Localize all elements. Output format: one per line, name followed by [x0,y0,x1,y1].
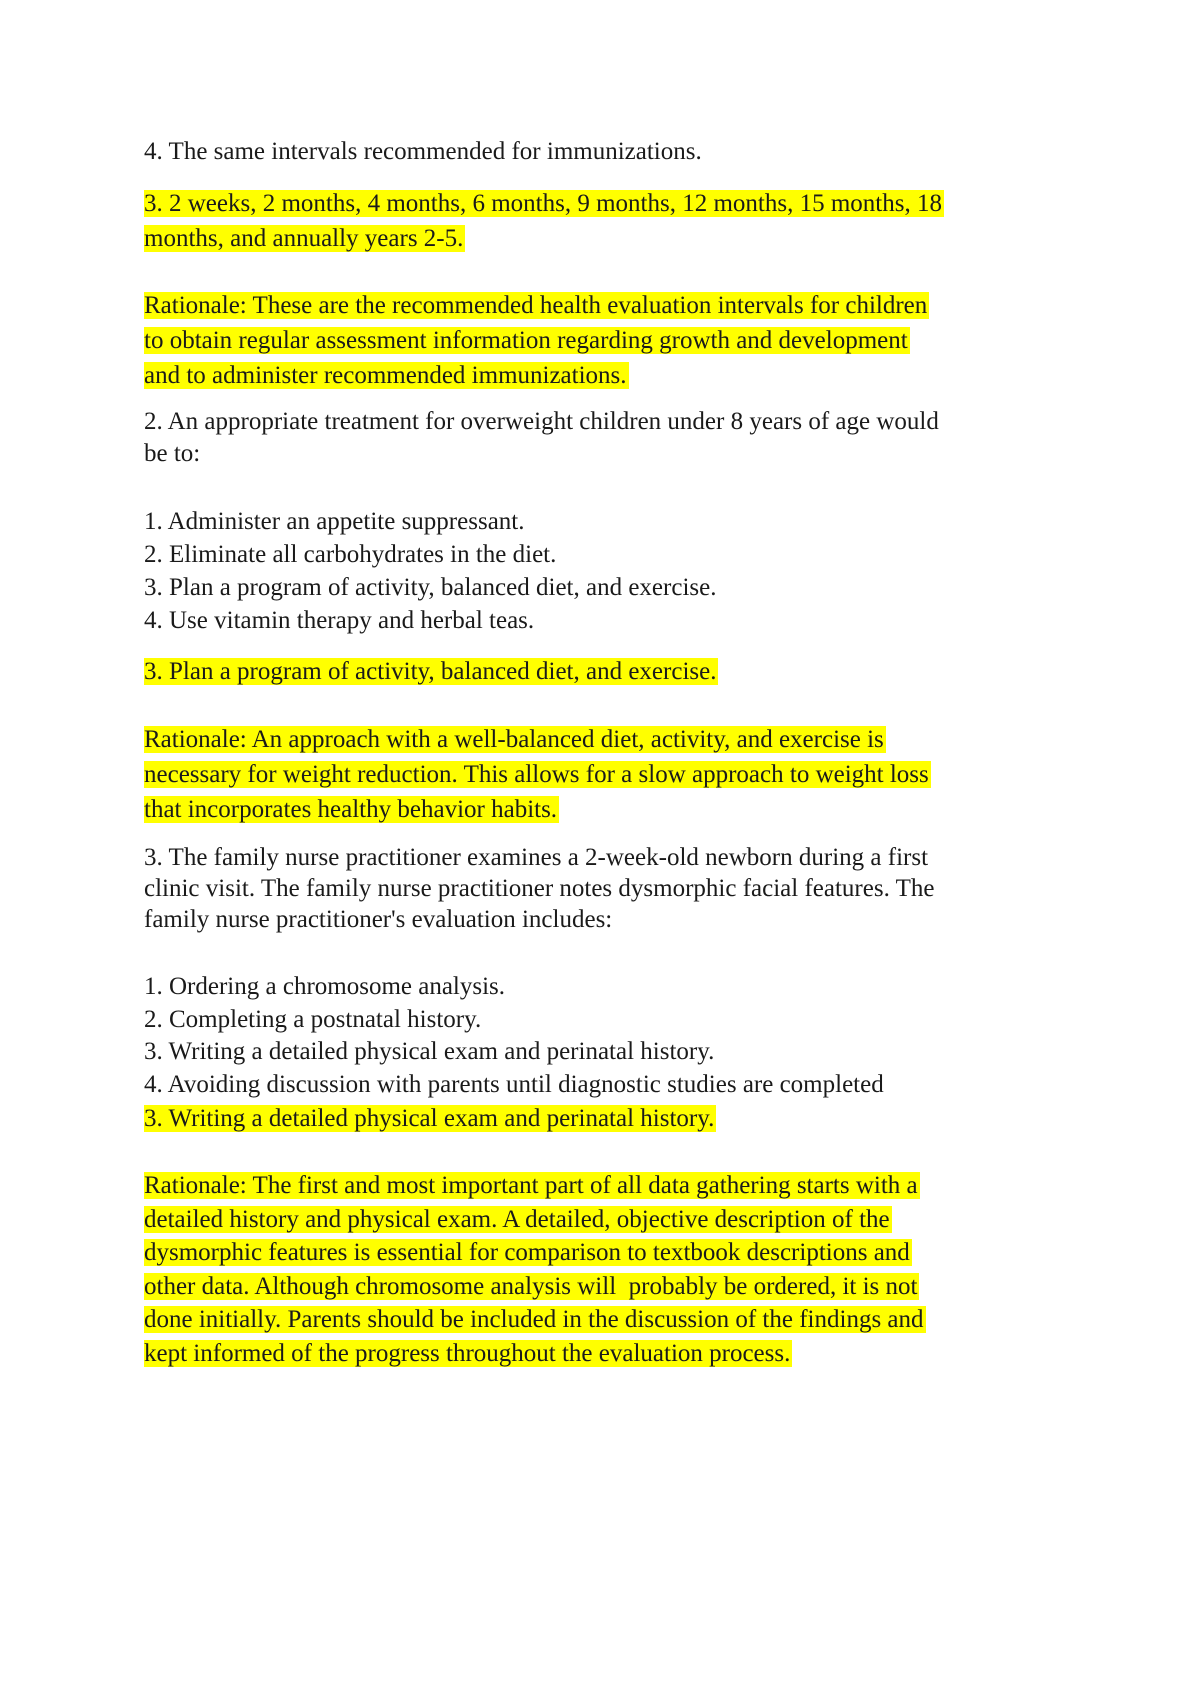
q2-option-2: 2. Eliminate all carbohydrates in the diet. [144,541,557,568]
q3-rationale-line-2: detailed history and physical exam. A detailed, objective description of the [144,1205,890,1233]
q2-option-3: 3. Plan a program of activity, balanced diet, and exercise. [144,574,717,601]
q3-answer [144,1101,1044,1136]
q1-rationale-line-1: Rationale: These are the recommended health evaluation intervals for children [144,292,928,319]
q3-rationale-line-1: Rationale: The first and most important part of all data gathering starts with a [144,1172,918,1199]
q1-option-4 [144,134,1044,169]
q1-rationale [144,288,1044,393]
q2-options [144,505,1044,637]
q3-rationale [144,1169,1044,1370]
q2-answer-text: 3. Plan a program of activity, balanced diet, and exercise. [144,658,717,685]
q2-rationale-line-3: that incorporates healthy behavior habits. [144,796,558,823]
q2-question [144,406,1044,470]
q1-answer-line-2: months, and annually years 2-5. [144,225,464,252]
q3-answer-text: 3. Writing a detailed physical exam and perinatal history. [144,1105,715,1132]
q2-option-1: 1. Administer an appetite suppressant. [144,508,525,535]
q3-question-line-2: clinic visit. The family nurse practitioner notes dysmorphic facial features. The [144,875,935,902]
q3-question-line-3: family nurse practitioner's evaluation includes: [144,906,613,933]
q1-answer-line-1: 3. 2 weeks, 2 months, 4 months, 6 months, 9 months, 12 months, 15 months, 18 [144,190,942,217]
q3-question [144,842,1044,935]
q3-option-2: 2. Completing a postnatal history. [144,1005,482,1033]
q2-rationale-line-2: necessary for weight reduction. This allows for a slow approach to weight loss [144,761,929,788]
q2-option-4: 4. Use vitamin therapy and herbal teas. [144,607,535,634]
q1-rationale-line-3: and to administer recommended immunizations. [144,362,627,389]
q2-question-line-1: 2. An appropriate treatment for overweight children under 8 years of age would [144,408,939,435]
q3-rationale-line-3: dysmorphic features is essential for comparison to textbook descriptions and [144,1239,910,1266]
q2-question-line-2: be to: [144,440,201,467]
q3-option-4: 4. Avoiding discussion with parents until diagnostic studies are completed [144,1070,884,1098]
q3-rationale-line-5: done initially. Parents should be included in the discussion of the findings and [144,1306,924,1333]
q1-option-4-text: 4. The same intervals recommended for immunizations. [144,138,702,165]
q1-answer [144,186,1044,256]
q3-question-line-1: 3. The family nurse practitioner examines a 2-week-old newborn during a first [144,844,929,871]
q2-rationale [144,722,1044,827]
q3-rationale-line-6: kept informed of the progress throughout the evaluation process. [144,1339,791,1367]
q3-option-3: 3. Writing a detailed physical exam and perinatal history. [144,1038,715,1065]
q3-options [144,971,1044,1101]
q3-option-1: 1. Ordering a chromosome analysis. [144,973,506,1000]
q2-rationale-line-1: Rationale: An approach with a well-balanced diet, activity, and exercise is [144,726,884,753]
q3-rationale-line-4: other data. Although chromosome analysis will probably be ordered, it is not [144,1272,918,1300]
q2-answer [144,654,1044,689]
q1-rationale-line-2: to obtain regular assessment information regarding growth and development [144,327,908,354]
